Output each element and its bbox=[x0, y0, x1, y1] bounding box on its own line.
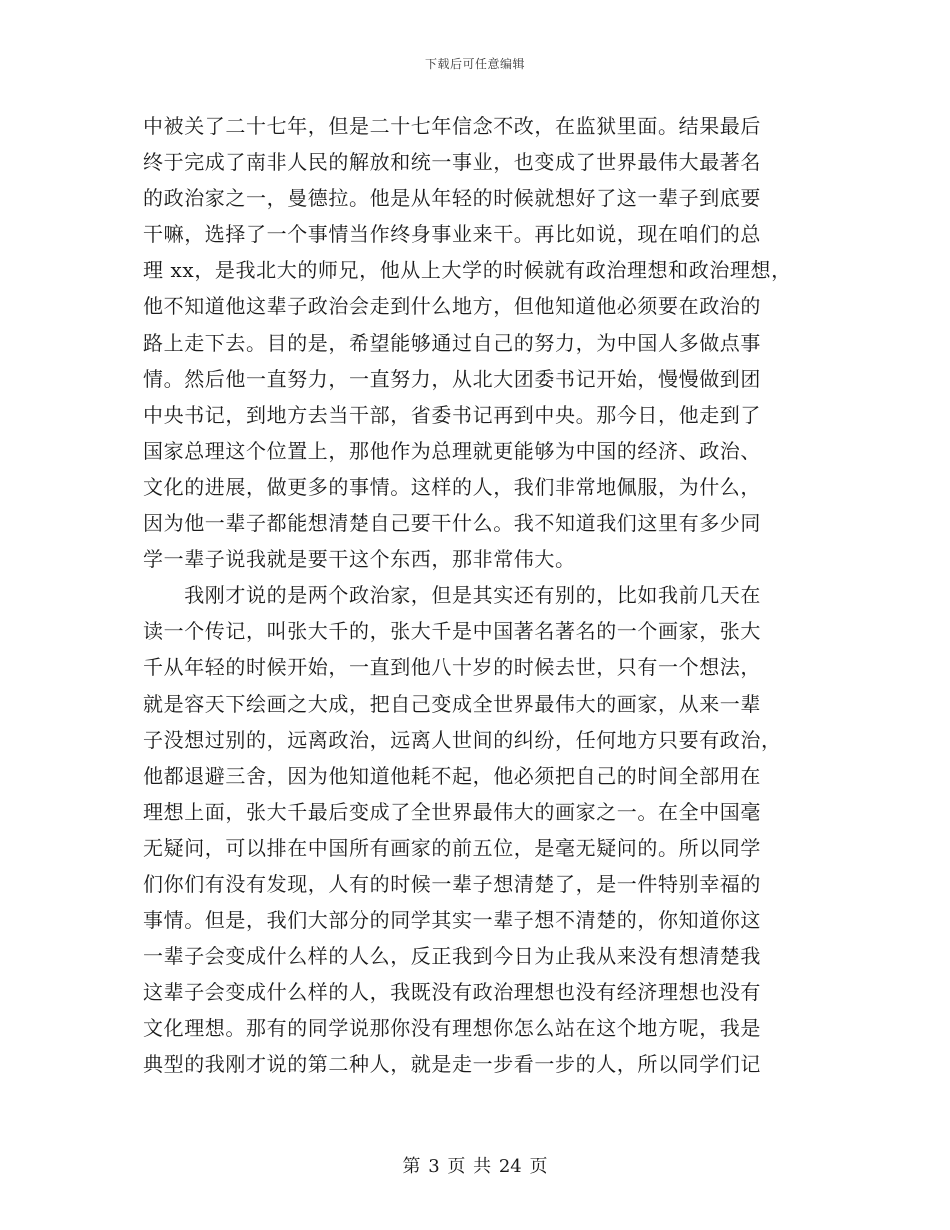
text-line: 子没想过别的，远离政治，远离人世间的纠纷，任何地方只要有政治， bbox=[143, 727, 782, 752]
text-line: 他都退避三舍，因为他知道他耗不起，他必须把自己的时间全部用在 bbox=[143, 763, 761, 788]
text-line: 典型的我刚才说的第二种人，就是走一步看一步的人，所以同学们记 bbox=[143, 1052, 761, 1077]
text-line: 这辈子会变成什么样的人，我既没有政治理想也没有经济理想也没有 bbox=[143, 980, 761, 1005]
text-line: 文化的进展，做更多的事情。这样的人，我们非常地佩服，为什么， bbox=[143, 474, 761, 499]
page-number-footer: 第 3 页 共 24 页 bbox=[402, 1156, 548, 1177]
text-line: 他不知道他这辈子政治会走到什么地方，但他知道他必须要在政治的 bbox=[143, 294, 761, 319]
text-line: 的政治家之一，曼德拉。他是从年轻的时候就想好了这一辈子到底要 bbox=[143, 186, 761, 211]
text-line: 中被关了二十七年，但是二十七年信念不改，在监狱里面。结果最后 bbox=[143, 114, 761, 138]
document-body bbox=[143, 108, 803, 1083]
text-line: 情。然后他一直努力，一直努力，从北大团委书记开始，慢慢做到团 bbox=[143, 366, 761, 391]
text-line: 理想上面，张大千最后变成了全世界最伟大的画家之一。在全中国毫 bbox=[143, 799, 761, 824]
text-line: 终于完成了南非人民的解放和统一事业，也变成了世界最伟大最著名 bbox=[143, 150, 761, 175]
text-line: 我刚才说的是两个政治家，但是其实还有别的，比如我前几天在 bbox=[143, 583, 761, 608]
text-line: 学一辈子说我就是要干这个东西，那非常伟大。 bbox=[143, 547, 576, 572]
text-line: 干嘛，选择了一个事情当作终身事业来干。再比如说，现在咱们的总 bbox=[143, 222, 761, 247]
text-line: 们你们有没有发现，人有的时候一辈子想清楚了，是一件特别幸福的 bbox=[143, 871, 761, 896]
text-line: 国家总理这个位置上，那他作为总理就更能够为中国的经济、政治、 bbox=[143, 438, 761, 463]
text-line: 文化理想。那有的同学说那你没有理想你怎么站在这个地方呢，我是 bbox=[143, 1016, 761, 1041]
text-line: 无疑问，可以排在中国所有画家的前五位，是毫无疑问的。所以同学 bbox=[143, 835, 761, 860]
text-line: 路上走下去。目的是，希望能够通过自己的努力，为中国人多做点事 bbox=[143, 330, 761, 355]
text-line: 理 xx，是我北大的师兄，他从上大学的时候就有政治理想和政治理想， bbox=[143, 258, 792, 283]
page-header-note: 下载后可任意编辑 bbox=[424, 57, 525, 71]
text-line: 一辈子会变成什么样的人么，反正我到今日为止我从来没有想清楚我 bbox=[143, 944, 761, 969]
text-line: 读一个传记，叫张大千的，张大千是中国著名著名的一个画家，张大 bbox=[143, 619, 761, 644]
text-line: 事情。但是，我们大部分的同学其实一辈子想不清楚的，你知道你这 bbox=[143, 908, 761, 933]
text-line: 千从年轻的时候开始，一直到他八十岁的时候去世，只有一个想法， bbox=[143, 655, 761, 680]
text-line: 因为他一辈子都能想清楚自己要干什么。我不知道我们这里有多少同 bbox=[143, 511, 761, 536]
text-line: 中央书记，到地方去当干部，省委书记再到中央。那今日，他走到了 bbox=[143, 402, 761, 427]
text-line: 就是容天下绘画之大成，把自己变成全世界最伟大的画家，从来一辈 bbox=[143, 691, 761, 716]
